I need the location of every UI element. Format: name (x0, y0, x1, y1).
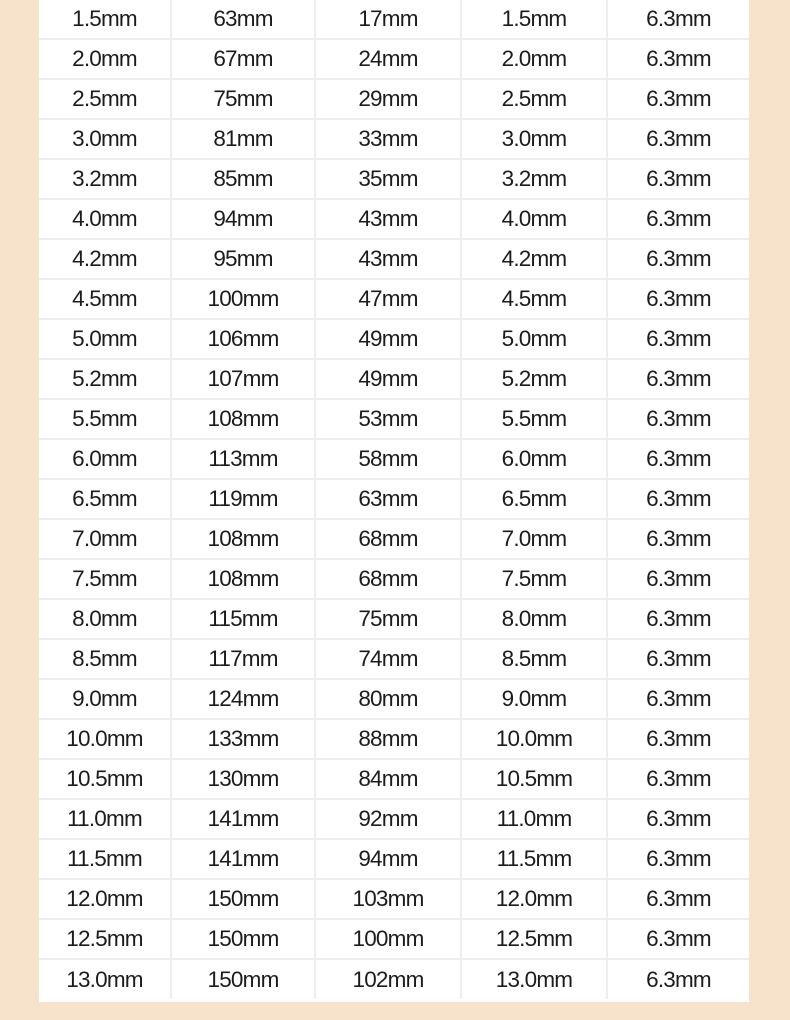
table-cell: 43mm (315, 239, 461, 279)
table-cell: 6.3mm (607, 839, 749, 879)
table-row (39, 399, 749, 439)
table-cell: 133mm (171, 719, 315, 759)
table-cell: 6.3mm (607, 199, 749, 239)
table-cell: 12.5mm (461, 919, 607, 959)
table-cell: 49mm (315, 319, 461, 359)
table-cell: 6.3mm (607, 479, 749, 519)
table-cell: 130mm (171, 759, 315, 799)
table-cell: 8.5mm (461, 639, 607, 679)
table-cell: 106mm (171, 319, 315, 359)
table-cell: 85mm (171, 159, 315, 199)
table-cell: 1.5mm (461, 0, 607, 39)
table-cell: 58mm (315, 439, 461, 479)
table-cell: 9.0mm (461, 679, 607, 719)
table-row (39, 759, 749, 799)
table-cell: 95mm (171, 239, 315, 279)
table-cell: 6.5mm (461, 479, 607, 519)
table-cell: 2.0mm (39, 39, 171, 79)
size-spec-table (39, 0, 749, 999)
table-row (39, 959, 749, 999)
table-cell: 8.0mm (39, 599, 171, 639)
table-cell: 150mm (171, 919, 315, 959)
table-row (39, 79, 749, 119)
table-cell: 3.2mm (461, 159, 607, 199)
table-cell: 81mm (171, 119, 315, 159)
table-row (39, 0, 749, 39)
table-cell: 6.3mm (607, 399, 749, 439)
table-cell: 47mm (315, 279, 461, 319)
table-cell: 12.5mm (39, 919, 171, 959)
table-row (39, 639, 749, 679)
spec-table-body (39, 0, 749, 999)
table-cell: 6.3mm (607, 679, 749, 719)
table-cell: 4.2mm (461, 239, 607, 279)
table-row (39, 319, 749, 359)
table-cell: 2.0mm (461, 39, 607, 79)
table-row (39, 279, 749, 319)
table-row (39, 599, 749, 639)
table-cell: 113mm (171, 439, 315, 479)
table-cell: 6.3mm (607, 239, 749, 279)
table-cell: 88mm (315, 719, 461, 759)
table-cell: 7.5mm (461, 559, 607, 599)
table-cell: 1.5mm (39, 0, 171, 39)
table-row (39, 719, 749, 759)
table-cell: 100mm (315, 919, 461, 959)
table-row (39, 199, 749, 239)
table-cell: 6.0mm (461, 439, 607, 479)
table-cell: 100mm (171, 279, 315, 319)
table-cell: 5.2mm (39, 359, 171, 399)
table-cell: 7.5mm (39, 559, 171, 599)
table-row (39, 799, 749, 839)
table-cell: 3.0mm (461, 119, 607, 159)
table-cell: 4.0mm (461, 199, 607, 239)
table-cell: 115mm (171, 599, 315, 639)
table-cell: 5.5mm (39, 399, 171, 439)
table-cell: 108mm (171, 559, 315, 599)
table-cell: 75mm (171, 79, 315, 119)
table-cell: 6.3mm (607, 799, 749, 839)
table-cell: 92mm (315, 799, 461, 839)
table-cell: 2.5mm (461, 79, 607, 119)
table-row (39, 159, 749, 199)
table-cell: 10.0mm (461, 719, 607, 759)
table-cell: 17mm (315, 0, 461, 39)
table-cell: 6.0mm (39, 439, 171, 479)
table-cell: 84mm (315, 759, 461, 799)
table-cell: 6.3mm (607, 119, 749, 159)
table-cell: 43mm (315, 199, 461, 239)
table-cell: 124mm (171, 679, 315, 719)
table-cell: 68mm (315, 559, 461, 599)
table-cell: 141mm (171, 839, 315, 879)
table-cell: 117mm (171, 639, 315, 679)
table-cell: 49mm (315, 359, 461, 399)
table-cell: 4.0mm (39, 199, 171, 239)
table-cell: 29mm (315, 79, 461, 119)
table-cell: 119mm (171, 479, 315, 519)
table-cell: 6.3mm (607, 319, 749, 359)
table-row (39, 359, 749, 399)
table-row (39, 879, 749, 919)
table-cell: 8.0mm (461, 599, 607, 639)
table-cell: 4.5mm (461, 279, 607, 319)
table-cell: 13.0mm (66, 966, 143, 992)
table-cell: 6.5mm (39, 479, 171, 519)
table-cell: 10.5mm (461, 759, 607, 799)
table-row (39, 679, 749, 719)
table-cell: 6.3mm (607, 39, 749, 79)
table-cell: 6.3mm (607, 439, 749, 479)
table-cell: 94mm (171, 199, 315, 239)
table-cell: 33mm (315, 119, 461, 159)
table-row (39, 519, 749, 559)
table-cell: 4.5mm (39, 279, 171, 319)
table-cell: 12.0mm (461, 879, 607, 919)
table-cell: 6.3mm (607, 79, 749, 119)
table-cell: 108mm (171, 399, 315, 439)
table-cell: 53mm (315, 399, 461, 439)
table-cell: 6.3mm (607, 519, 749, 559)
table-cell: 7.0mm (461, 519, 607, 559)
table-cell: 4.2mm (39, 239, 171, 279)
table-cell: 24mm (315, 39, 461, 79)
table-cell: 5.2mm (461, 359, 607, 399)
table-cell: 103mm (315, 879, 461, 919)
table-cell: 63mm (315, 479, 461, 519)
table-cell: 150mm (171, 959, 315, 999)
table-cell: 11.0mm (461, 799, 607, 839)
table-cell: 5.0mm (461, 319, 607, 359)
table-cell: 6.3mm (607, 0, 749, 39)
table-cell: 35mm (315, 159, 461, 199)
table-row (39, 439, 749, 479)
table-cell: 10.5mm (39, 759, 171, 799)
table-cell: 6.3mm (607, 719, 749, 759)
table-cell: 11.0mm (39, 799, 171, 839)
table-cell: 6.3mm (607, 599, 749, 639)
table-cell: 9.0mm (39, 679, 171, 719)
table-cell: 150mm (171, 879, 315, 919)
table-cell: 68mm (315, 519, 461, 559)
table-row (39, 39, 749, 79)
table-cell: 74mm (315, 639, 461, 679)
table-row (39, 919, 749, 959)
table-cell: 108mm (171, 519, 315, 559)
table-cell: 6.3mm (607, 359, 749, 399)
table-cell: 63mm (171, 0, 315, 39)
table-cell: 2.5mm (39, 79, 171, 119)
table-row (39, 119, 749, 159)
table-cell: 107mm (171, 359, 315, 399)
table-cell: 5.0mm (39, 319, 171, 359)
table-cell: 7.0mm (39, 519, 171, 559)
table-cell: 11.5mm (461, 839, 607, 879)
table-cell: 94mm (315, 839, 461, 879)
table-row (39, 239, 749, 279)
table-cell: 11.5mm (39, 839, 171, 879)
table-cell: 3.2mm (39, 159, 171, 199)
table-cell: 3.0mm (39, 119, 171, 159)
table-row (39, 559, 749, 599)
table-cell: 6.3mm (607, 159, 749, 199)
table-cell: 75mm (315, 599, 461, 639)
table-cell: 67mm (171, 39, 315, 79)
table-cell: 102mm (315, 959, 461, 999)
table-cell: 5.5mm (461, 399, 607, 439)
table-cell: 6.3mm (607, 279, 749, 319)
spec-table-panel (39, 0, 749, 1002)
table-row (39, 479, 749, 519)
table-cell: 6.3mm (607, 759, 749, 799)
table-cell: 6.3mm (607, 559, 749, 599)
table-row (39, 839, 749, 879)
table-cell: 6.3mm (607, 919, 749, 959)
table-cell: 12.0mm (39, 879, 171, 919)
table-cell: 6.3mm (607, 959, 749, 999)
table-cell: 6.3mm (607, 639, 749, 679)
table-cell: 8.5mm (39, 639, 171, 679)
table-cell: 10.0mm (39, 719, 171, 759)
table-cell: 80mm (315, 679, 461, 719)
table-cell: 13.0mm (461, 959, 607, 999)
table-cell: 141mm (171, 799, 315, 839)
table-cell: 6.3mm (607, 879, 749, 919)
